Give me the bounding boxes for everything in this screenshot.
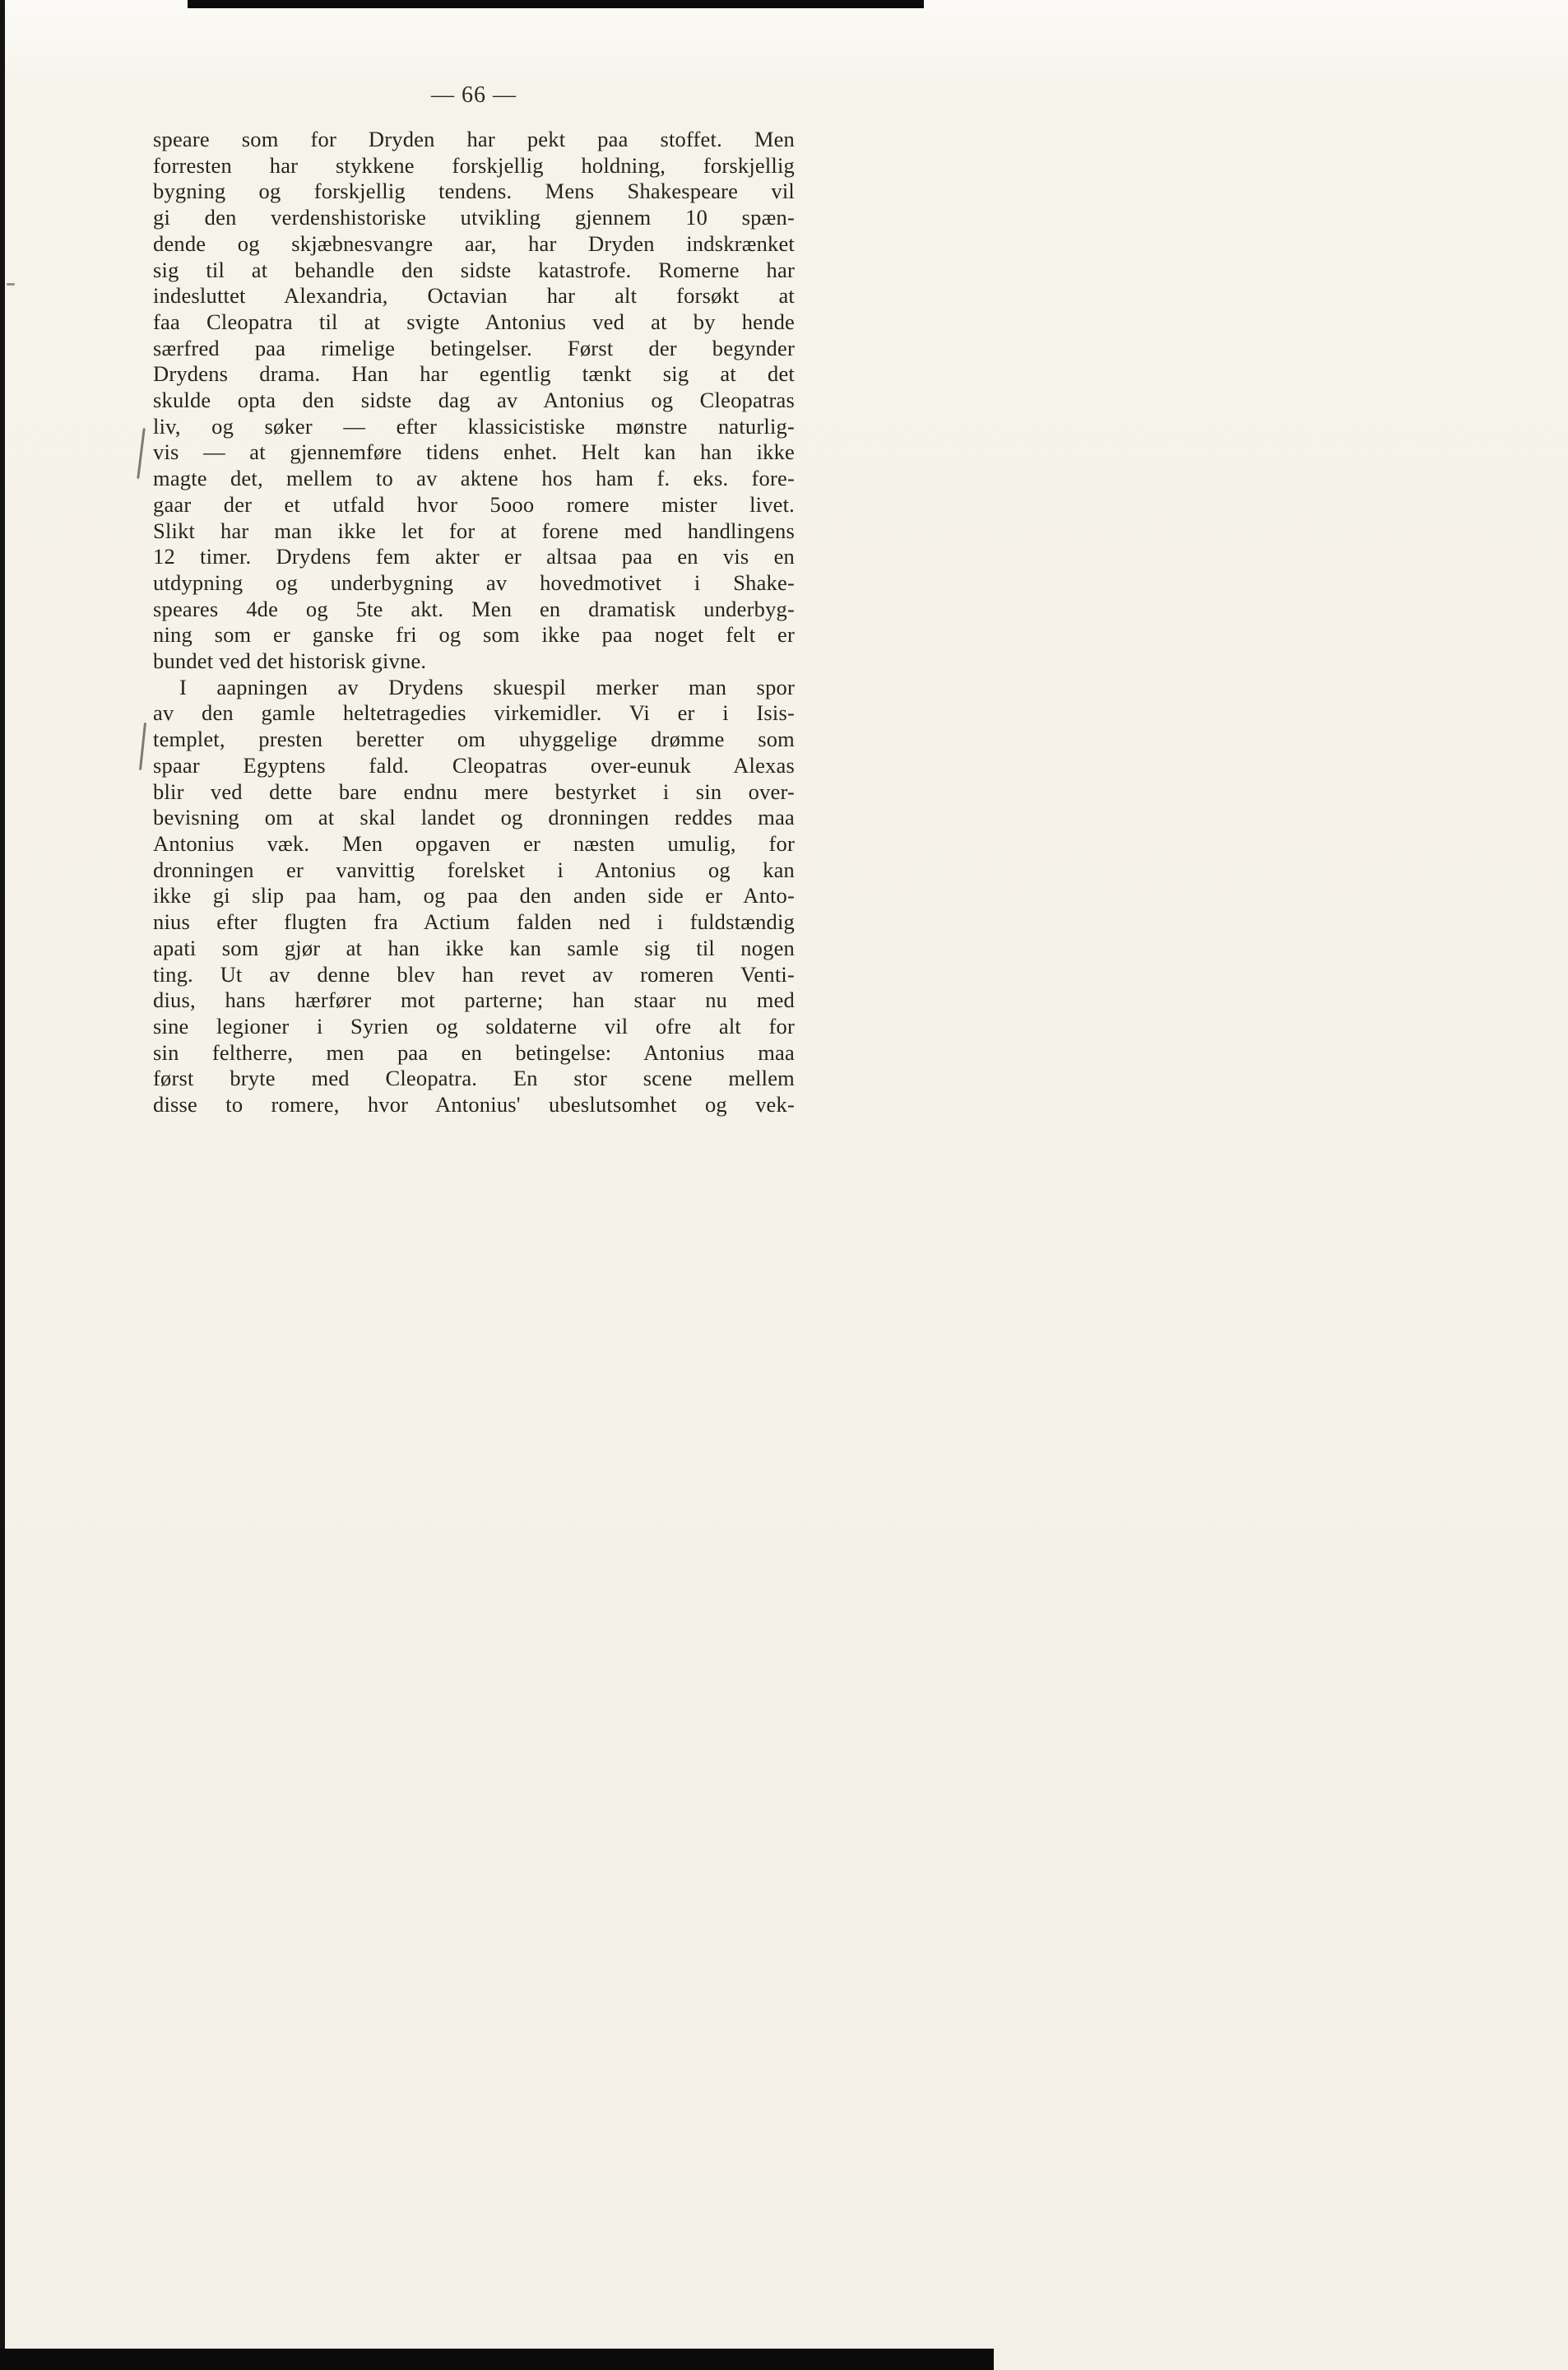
text-line: apati som gjør at han ikke kan samle sig til nogen <box>153 935 795 960</box>
text-line: nius efter flugten fra Actium falden ned i fuldstændig <box>153 909 795 935</box>
text-line: bygning og forskjellig tendens. Mens Shakespeare vil <box>153 179 795 204</box>
text-line: av den gamle heltetragedies virkemidler. Vi er i Isis- <box>153 700 795 726</box>
text-line: ning som er ganske fri og som ikke paa noget felt er <box>153 622 795 648</box>
text-block <box>153 82 795 1118</box>
text-line: dronningen er vanvittig forelsket i Antonius og kan <box>153 857 795 882</box>
text-line: Antonius væk. Men opgaven er næsten umulig, for <box>153 830 795 856</box>
text-line: disse to romere, hvor Antonius' ubeslutsomhet og vek- <box>153 1092 795 1118</box>
body-text <box>153 127 795 1118</box>
scan-artifact-top-bar <box>188 0 924 8</box>
paragraph <box>153 675 795 1118</box>
text-line: I aapningen av Drydens skuespil merker man spor <box>179 674 795 699</box>
text-line: særfred paa rimelige betingelser. Først der begynder <box>153 335 795 360</box>
scan-artifact-left-edge <box>0 0 5 2370</box>
text-line: indesluttet Alexandria, Octavian har alt forsøkt at <box>153 283 795 309</box>
text-line: bundet ved det historisk givne. <box>153 648 427 674</box>
text-line: dius, hans hærfører mot parterne; han staar nu med <box>153 988 795 1013</box>
text-line: vis — at gjennemføre tidens enhet. Helt kan han ikke <box>153 439 795 465</box>
text-line: først bryte med Cleopatra. En stor scene mellem <box>153 1066 795 1091</box>
text-line: spaar Egyptens fald. Cleopatras over-eunuk Alexas <box>153 752 795 778</box>
text-line: sine legioner i Syrien og soldaterne vil ofre alt for <box>153 1013 795 1039</box>
text-line: blir ved dette bare endnu mere bestyrket i sin over- <box>153 778 795 804</box>
text-line: dende og skjæbnesvangre aar, har Dryden indskrænket <box>153 230 795 256</box>
text-line: forresten har stykkene forskjellig holdning, forskjellig <box>153 152 795 178</box>
text-line: utdypning og underbygning av hovedmotivet i Shake- <box>153 569 795 595</box>
text-line: speare som for Dryden har pekt paa stoffet. Men <box>153 127 795 151</box>
text-line: Drydens drama. Han har egentlig tænkt sig at det <box>153 361 795 387</box>
text-line: liv, og søker — efter klassicistiske mønstre naturlig- <box>153 413 795 439</box>
text-line: ting. Ut av denne blev han revet av romeren Venti- <box>153 961 795 987</box>
paragraph <box>153 127 795 675</box>
text-line: sig til at behandle den sidste katastrofe. Romerne har <box>153 257 795 282</box>
text-line: magte det, mellem to av aktene hos ham f. eks. fore- <box>153 466 795 491</box>
text-line: bevisning om at skal landet og dronningen reddes maa <box>153 805 795 830</box>
text-line: Slikt har man ikke let for at forene med handlingens <box>153 518 795 543</box>
text-line: 12 timer. Drydens fem akter er altsaa paa en vis en <box>153 544 795 569</box>
scan-artifact-bottom-bar <box>0 2349 994 2370</box>
margin-pen-mark <box>7 283 15 286</box>
text-line: templet, presten beretter om uhyggelige drømme som <box>153 727 795 752</box>
text-line: gi den verdenshistoriske utvikling gjennem 10 spæn- <box>153 205 795 230</box>
text-line: speares 4de og 5te akt. Men en dramatisk underbyg- <box>153 596 795 621</box>
margin-pen-mark <box>137 428 146 479</box>
page-number: — 66 — <box>431 82 517 108</box>
margin-pen-mark <box>139 723 146 770</box>
text-line: faa Cleopatra til at svigte Antonius ved at by hende <box>153 309 795 334</box>
text-line: gaar der et utfald hvor 5ooo romere mister livet. <box>153 491 795 517</box>
text-line: sin feltherre, men paa en betingelse: Antonius maa <box>153 1039 795 1065</box>
text-line: skulde opta den sidste dag av Antonius og Cleopatras <box>153 388 795 413</box>
text-line: ikke gi slip paa ham, og paa den anden side er Anto- <box>153 883 795 908</box>
